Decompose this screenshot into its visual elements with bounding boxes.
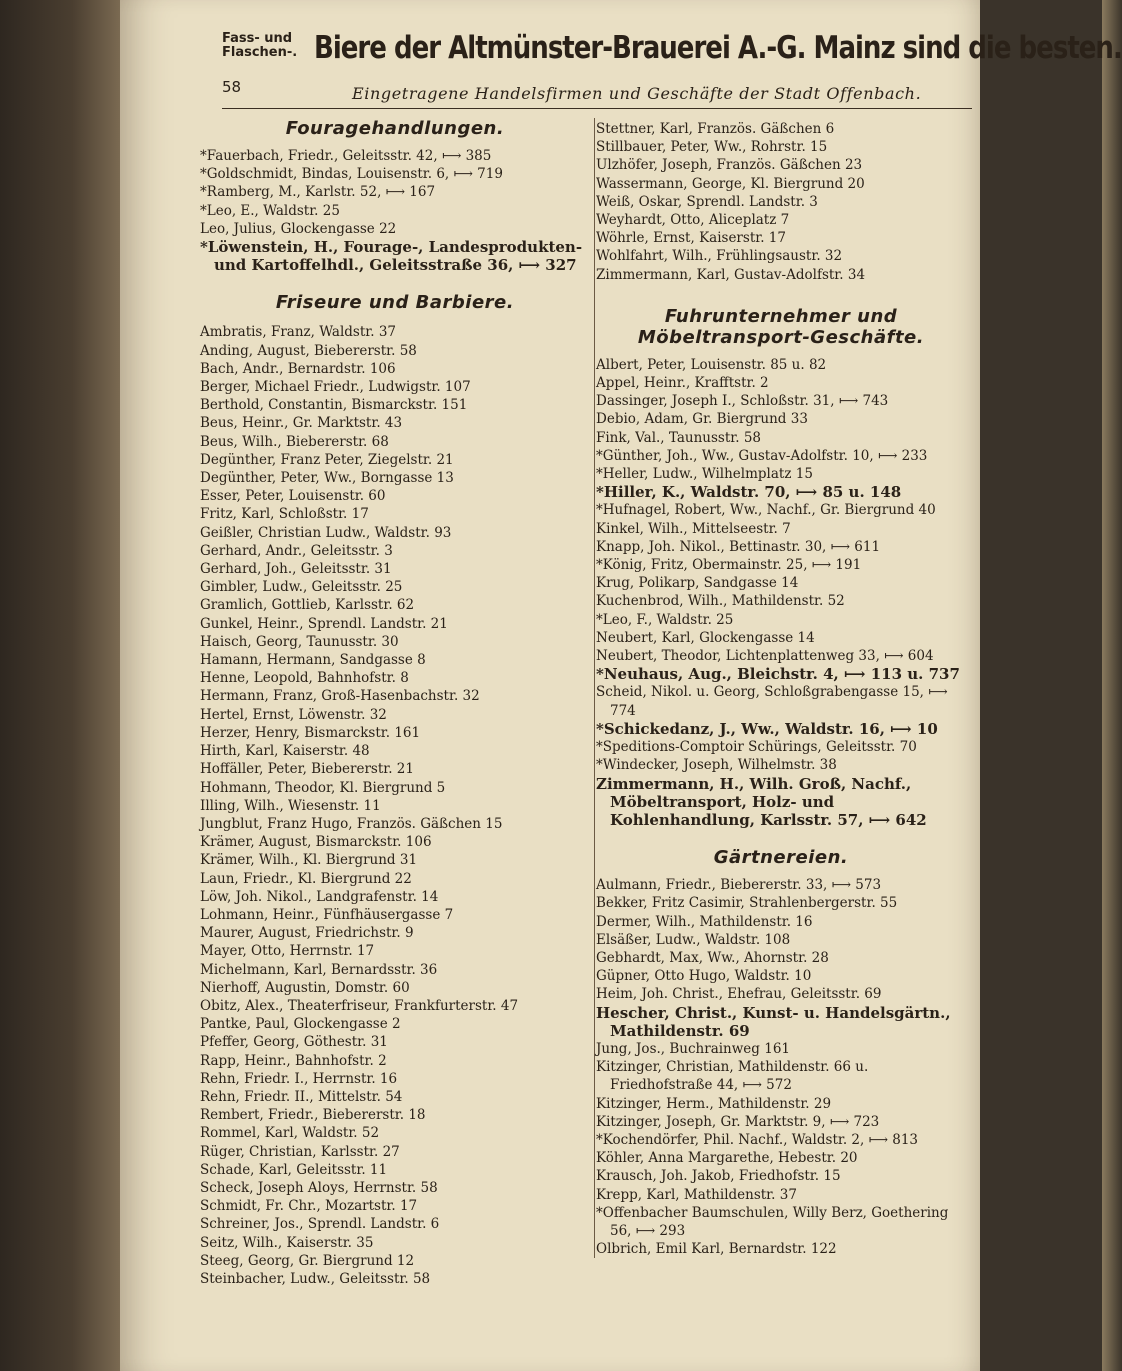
- section-title-gaertnereien: Gärtnereien.: [713, 847, 849, 869]
- list-item: Dassinger, Joseph I., Schloßstr. 31, ⟼ 743: [596, 393, 889, 410]
- header-ad-side-label: [222, 32, 297, 60]
- list-item: Weiß, Oskar, Sprendl. Landstr. 3: [596, 193, 818, 210]
- list-item: Hoffäller, Peter, Biebererstr. 21: [200, 761, 414, 778]
- book-edge: [1102, 0, 1122, 1371]
- list-item: Scheid, Nikol. u. Georg, Schloßgrabengasse 15, ⟼ 774: [596, 684, 948, 719]
- list-item: Kinkel, Wilh., Mittelseestr. 7: [596, 520, 791, 537]
- list-item: Mayer, Otto, Herrnstr. 17: [200, 943, 375, 960]
- list-item: Herzer, Henry, Bismarckstr. 161: [200, 724, 421, 741]
- list-item: Hamann, Hermann, Sandgasse 8: [200, 652, 426, 669]
- list-item: Lohmann, Heinr., Fünfhäusergasse 7: [200, 906, 454, 923]
- list-item: Krämer, Wilh., Kl. Biergrund 31: [200, 852, 418, 869]
- list-item: *Offenbacher Baumschulen, Willy Berz, Goethering 56, ⟼ 293: [596, 1204, 949, 1239]
- list-item: *Leo, F., Waldstr. 25: [596, 611, 734, 628]
- list-item: Rembert, Friedr., Biebererstr. 18: [200, 1107, 426, 1124]
- list-item: Rehn, Friedr. I., Herrnstr. 16: [200, 1070, 398, 1087]
- list-item-bold: Zimmermann, H., Wilh. Groß, Nachf., Möbeltransport, Holz- und Kohlenhandlung, Karlsstr. 57, ⟼ 642: [596, 774, 927, 829]
- list-item: Gimbler, Ludw., Geleitsstr. 25: [200, 579, 403, 596]
- section-title-friseure: Friseure und Barbiere.: [275, 292, 515, 314]
- list-item: Neubert, Theodor, Lichtenplattenweg 33, ⟼ 604: [596, 648, 934, 665]
- list-item: *Leo, E., Waldstr. 25: [200, 202, 340, 219]
- fass-line-2: Flaschen-.: [222, 45, 298, 60]
- list-item: Appel, Heinr., Krafftstr. 2: [596, 375, 769, 392]
- list-item: Elsäßer, Ludw., Waldstr. 108: [596, 931, 791, 948]
- list-item: *Ramberg, M., Karlstr. 52, ⟼ 167: [200, 184, 436, 201]
- list-item: Pfeffer, Georg, Göthestr. 31: [200, 1034, 388, 1051]
- list-item: *Heller, Ludw., Wilhelmplatz 15: [596, 466, 813, 483]
- list-item: Krämer, August, Bismarckstr. 106: [200, 834, 432, 851]
- list-item: Hohmann, Theodor, Kl. Biergrund 5: [200, 779, 446, 796]
- friseure-continued-list: [596, 120, 966, 284]
- list-item: Laun, Friedr., Kl. Biergrund 22: [200, 870, 412, 887]
- list-item: Köhler, Anna Margarethe, Hebestr. 20: [596, 1150, 858, 1167]
- list-item: *Fauerbach, Friedr., Geleitsstr. 42, ⟼ 385: [200, 148, 492, 164]
- left-column: [200, 110, 590, 1288]
- list-item: Gramlich, Gottlieb, Karlsstr. 62: [200, 597, 415, 614]
- list-item: Bekker, Fritz Casimir, Strahlenbergerstr. 55: [596, 895, 898, 912]
- list-item-bold: *Hiller, K., Waldstr. 70, ⟼ 85 u. 148: [596, 483, 902, 502]
- list-item: Rapp, Heinr., Bahnhofstr. 2: [200, 1052, 387, 1069]
- column-divider: [594, 118, 595, 1258]
- list-item: Knapp, Joh. Nikol., Bettinastr. 30, ⟼ 611: [596, 538, 881, 555]
- list-item: Berger, Michael Friedr., Ludwigstr. 107: [200, 379, 471, 396]
- list-item: Maurer, August, Friedrichstr. 9: [200, 925, 414, 942]
- list-item: *Kochendörfer, Phil. Nachf., Waldstr. 2, ⟼ 813: [596, 1131, 919, 1148]
- list-item: Hirth, Karl, Kaiserstr. 48: [200, 743, 370, 760]
- right-column: [596, 120, 966, 1258]
- list-item: Krug, Polikarp, Sandgasse 14: [596, 575, 799, 592]
- list-item: Ulzhöfer, Joseph, Französ. Gäßchen 23: [596, 157, 863, 174]
- list-item: Gerhard, Andr., Geleitsstr. 3: [200, 542, 393, 559]
- book-spine-shadow: [0, 0, 120, 1371]
- list-item: Gerhard, Joh., Geleitsstr. 31: [200, 561, 392, 578]
- friseure-list: [200, 323, 590, 1288]
- fass-line-1: Fass- und: [222, 31, 293, 46]
- list-item: Stettner, Karl, Französ. Gäßchen 6: [596, 121, 835, 137]
- list-item: Kitzinger, Christian, Mathildenstr. 66 u. Friedhofstraße 44, ⟼ 572: [596, 1059, 869, 1094]
- list-item: Schade, Karl, Geleitsstr. 11: [200, 1161, 388, 1178]
- list-item: *Hufnagel, Robert, Ww., Nachf., Gr. Biergrund 40: [596, 502, 936, 519]
- list-item: Wöhrle, Ernst, Kaiserstr. 17: [596, 230, 786, 247]
- list-item: Krausch, Joh. Jakob, Friedhofstr. 15: [596, 1168, 841, 1185]
- list-item: Henne, Leopold, Bahnhofstr. 8: [200, 670, 409, 687]
- list-item: Gunkel, Heinr., Sprendl. Landstr. 21: [200, 615, 448, 632]
- list-item: Anding, August, Biebererstr. 58: [200, 342, 417, 359]
- section-title-fourage: Fouragehandlungen.: [285, 118, 505, 139]
- list-item: Zimmermann, Karl, Gustav-Adolfstr. 34: [596, 266, 866, 283]
- list-item: Bach, Andr., Bernardstr. 106: [200, 360, 396, 377]
- list-item: Haisch, Georg, Taunusstr. 30: [200, 633, 399, 650]
- list-item: Gebhardt, Max, Ww., Ahornstr. 28: [596, 949, 829, 966]
- list-item: Dermer, Wilh., Mathildenstr. 16: [596, 913, 813, 930]
- list-item: Illing, Wilh., Wiesenstr. 11: [200, 797, 381, 814]
- list-item: Beus, Wilh., Biebererstr. 68: [200, 433, 389, 450]
- list-item: Kitzinger, Joseph, Gr. Marktstr. 9, ⟼ 723: [596, 1113, 880, 1130]
- list-item: *Speditions-Comptoir Schürings, Geleitsstr. 70: [596, 739, 917, 756]
- page-number: 58: [222, 78, 242, 96]
- list-item: *Günther, Joh., Ww., Gustav-Adolfstr. 10, ⟼ 233: [596, 447, 928, 464]
- list-item: Weyhardt, Otto, Aliceplatz 7: [596, 212, 790, 229]
- list-item: Degünther, Franz Peter, Ziegelstr. 21: [200, 451, 454, 468]
- list-item: Hertel, Ernst, Löwenstr. 32: [200, 706, 387, 723]
- list-item-bold: *Schickedanz, J., Ww., Waldstr. 16, ⟼ 10: [596, 719, 938, 738]
- page-subtitle: Eingetragene Handelsfirmen und Geschäfte der Stadt Offenbach.: [352, 84, 922, 103]
- header-advertisement: Biere der Altmünster-Brauerei A.-G. Mainz sind die besten.: [314, 30, 1122, 66]
- list-item: Stillbauer, Peter, Ww., Rohrstr. 15: [596, 139, 828, 156]
- list-item: Obitz, Alex., Theaterfriseur, Frankfurterstr. 47: [200, 997, 519, 1014]
- list-item: Kitzinger, Herm., Mathildenstr. 29: [596, 1095, 832, 1112]
- fuhrunternehmer-list: [596, 356, 966, 829]
- list-item: Debio, Adam, Gr. Biergrund 33: [596, 411, 808, 428]
- list-item: Steinbacher, Ludw., Geleitsstr. 58: [200, 1270, 431, 1287]
- list-item: Scheck, Joseph Aloys, Herrnstr. 58: [200, 1179, 438, 1196]
- section-title-fuhrunternehmer: Fuhrunternehmer und Möbeltransport-Geschäfte.: [637, 305, 925, 348]
- list-item: Wassermann, George, Kl. Biergrund 20: [596, 175, 865, 192]
- list-item: Jung, Jos., Buchrainweg 161: [596, 1040, 790, 1057]
- list-item: Löw, Joh. Nikol., Landgrafenstr. 14: [200, 888, 439, 905]
- list-item: Aulmann, Friedr., Biebererstr. 33, ⟼ 573: [596, 877, 882, 894]
- list-item: Rüger, Christian, Karlsstr. 27: [200, 1143, 400, 1160]
- list-item: Degünther, Peter, Ww., Borngasse 13: [200, 470, 454, 487]
- list-item: Berthold, Constantin, Bismarckstr. 151: [200, 397, 468, 414]
- list-item: Wohlfahrt, Wilh., Frühlingsaustr. 32: [596, 248, 843, 265]
- list-item: Pantke, Paul, Glockengasse 2: [200, 1016, 401, 1033]
- list-item: Jungblut, Franz Hugo, Französ. Gäßchen 15: [200, 815, 503, 832]
- fourage-list: [200, 147, 590, 274]
- list-item: Fink, Val., Taunusstr. 58: [596, 429, 761, 446]
- list-item: Ambratis, Franz, Waldstr. 37: [200, 324, 397, 341]
- list-item: Krepp, Karl, Mathildenstr. 37: [596, 1186, 797, 1203]
- list-item: Michelmann, Karl, Bernardsstr. 36: [200, 961, 438, 978]
- list-item: Schreiner, Jos., Sprendl. Landstr. 6: [200, 1216, 440, 1233]
- list-item: Esser, Peter, Louisenstr. 60: [200, 488, 386, 505]
- list-item: Steeg, Georg, Gr. Biergrund 12: [200, 1252, 415, 1269]
- list-item: Olbrich, Emil Karl, Bernardstr. 122: [596, 1241, 837, 1258]
- gaertnereien-list: [596, 876, 966, 1258]
- list-item: Neubert, Karl, Glockengasse 14: [596, 629, 815, 646]
- list-item-bold: *Neuhaus, Aug., Bleichstr. 4, ⟼ 113 u. 737: [596, 665, 960, 684]
- list-item: Seitz, Wilh., Kaiserstr. 35: [200, 1234, 374, 1251]
- list-item: Leo, Julius, Glockengasse 22: [200, 220, 397, 237]
- list-item: Nierhoff, Augustin, Domstr. 60: [200, 979, 410, 996]
- header-rule: [222, 108, 972, 109]
- list-item: *Goldschmidt, Bindas, Louisenstr. 6, ⟼ 719: [200, 166, 503, 183]
- list-item: Geißler, Christian Ludw., Waldstr. 93: [200, 524, 452, 541]
- list-item: Kuchenbrod, Wilh., Mathildenstr. 52: [596, 593, 845, 610]
- page-header: [222, 30, 1122, 110]
- list-item: *Windecker, Joseph, Wilhelmstr. 38: [596, 757, 837, 774]
- list-item: Fritz, Karl, Schloßstr. 17: [200, 506, 369, 523]
- list-item: Hermann, Franz, Groß-Hasenbachstr. 32: [200, 688, 480, 705]
- list-item: Güpner, Otto Hugo, Waldstr. 10: [596, 968, 812, 985]
- list-item-bold: Hescher, Christ., Kunst- u. Handelsgärtn., Mathildenstr. 69: [596, 1003, 951, 1040]
- list-item: *König, Fritz, Obermainstr. 25, ⟼ 191: [596, 557, 862, 574]
- list-item-bold: *Löwenstein, H., Fourage-, Landesprodukten- und Kartoffelhdl., Geleitsstraße 36, ⟼ 327: [200, 238, 583, 275]
- list-item: Heim, Joh. Christ., Ehefrau, Geleitsstr. 69: [596, 986, 882, 1003]
- list-item: Beus, Heinr., Gr. Marktstr. 43: [200, 415, 403, 432]
- list-item: Schmidt, Fr. Chr., Mozartstr. 17: [200, 1198, 418, 1215]
- list-item: Albert, Peter, Louisenstr. 85 u. 82: [596, 356, 827, 373]
- list-item: Rommel, Karl, Waldstr. 52: [200, 1125, 380, 1142]
- list-item: Rehn, Friedr. II., Mittelstr. 54: [200, 1088, 403, 1105]
